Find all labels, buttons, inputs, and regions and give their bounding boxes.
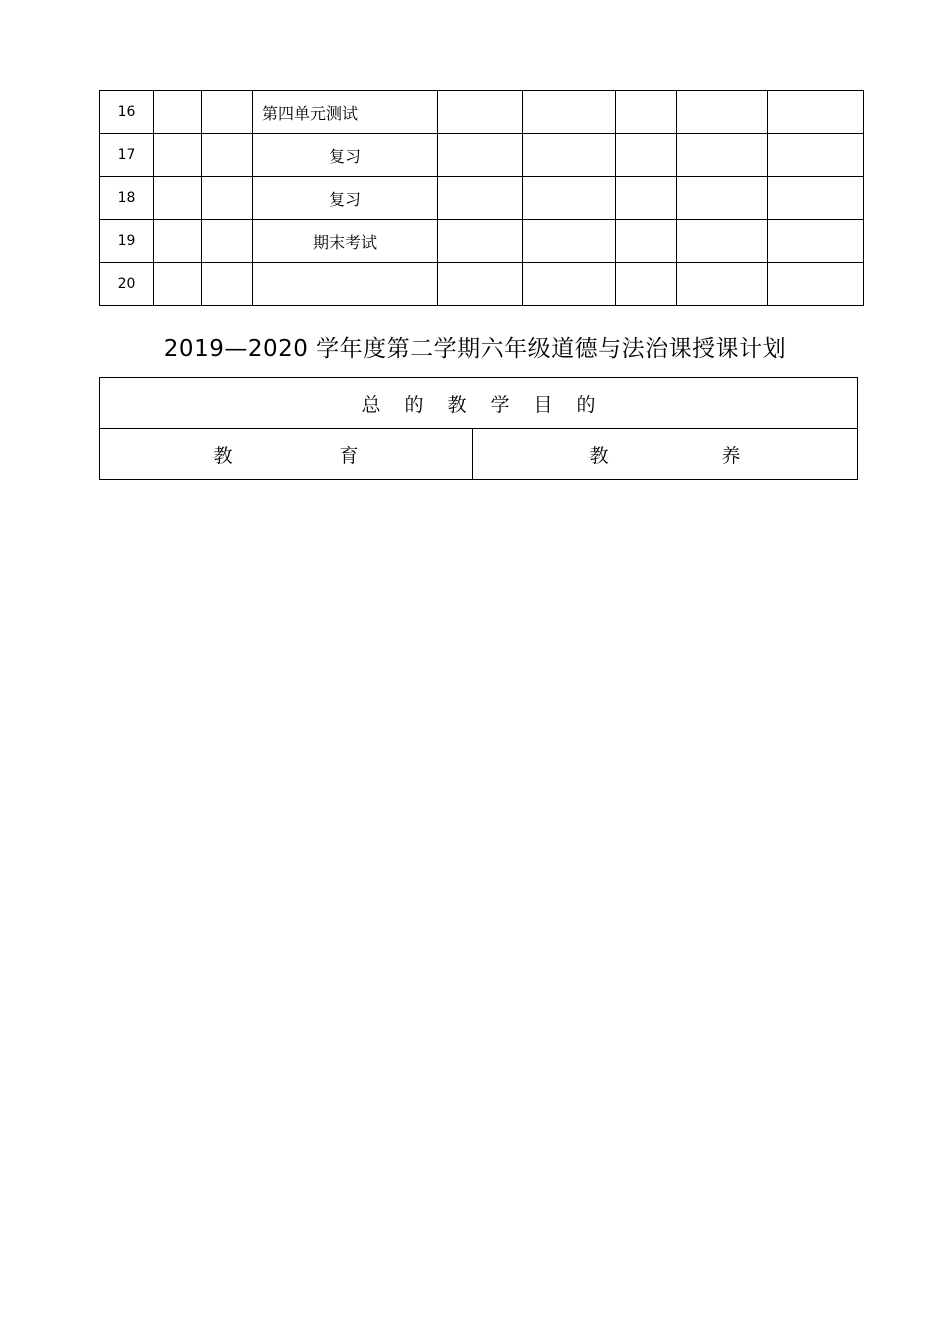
education-label-second: 育	[339, 444, 359, 467]
empty-cell	[202, 220, 253, 263]
empty-cell	[768, 220, 864, 263]
empty-cell	[154, 91, 202, 134]
empty-cell	[202, 134, 253, 177]
topic-cell: 期末考试	[253, 220, 438, 263]
empty-cell	[154, 220, 202, 263]
empty-cell	[677, 134, 768, 177]
topic-cell: 第四单元测试	[253, 91, 438, 134]
empty-cell	[768, 91, 864, 134]
plan-title: 2019—2020 学年度第二学期六年级道德与法治课授课计划	[163, 336, 787, 362]
table-row	[100, 134, 864, 177]
education-label-first: 教	[213, 444, 233, 467]
empty-cell	[616, 134, 677, 177]
week-number: 16	[100, 91, 154, 134]
empty-cell	[523, 177, 616, 220]
empty-cell	[768, 177, 864, 220]
topic-cell: 复习	[253, 177, 438, 220]
goals-table	[99, 377, 858, 480]
week-number: 19	[100, 220, 154, 263]
table-row	[100, 378, 858, 429]
empty-cell	[438, 177, 523, 220]
table-row	[100, 177, 864, 220]
week-number: 20	[100, 263, 154, 306]
empty-cell	[768, 263, 864, 306]
empty-cell	[677, 220, 768, 263]
empty-cell	[523, 134, 616, 177]
cultivation-label-second: 养	[721, 444, 741, 467]
education-cell	[100, 429, 473, 480]
empty-cell	[616, 220, 677, 263]
table-row	[100, 91, 864, 134]
topic-cell: 复习	[253, 134, 438, 177]
goals-header-cell	[100, 378, 858, 429]
empty-cell	[438, 220, 523, 263]
empty-cell	[438, 91, 523, 134]
empty-cell	[523, 263, 616, 306]
empty-cell	[616, 91, 677, 134]
empty-cell	[202, 177, 253, 220]
empty-cell	[523, 220, 616, 263]
empty-cell	[202, 263, 253, 306]
schedule-table	[99, 90, 864, 306]
empty-cell	[154, 134, 202, 177]
table-row	[100, 220, 864, 263]
empty-cell	[616, 177, 677, 220]
week-number: 17	[100, 134, 154, 177]
empty-cell	[154, 263, 202, 306]
cultivation-cell	[473, 429, 858, 480]
empty-cell	[523, 91, 616, 134]
topic-cell	[253, 263, 438, 306]
empty-cell	[768, 134, 864, 177]
empty-cell	[616, 263, 677, 306]
table-row	[100, 429, 858, 480]
empty-cell	[202, 91, 253, 134]
goals-header: 总的教学目的	[361, 393, 620, 416]
cultivation-label-first: 教	[589, 444, 609, 467]
table-row	[100, 263, 864, 306]
empty-cell	[438, 134, 523, 177]
week-number: 18	[100, 177, 154, 220]
empty-cell	[154, 177, 202, 220]
empty-cell	[677, 91, 768, 134]
empty-cell	[438, 263, 523, 306]
empty-cell	[677, 177, 768, 220]
empty-cell	[677, 263, 768, 306]
